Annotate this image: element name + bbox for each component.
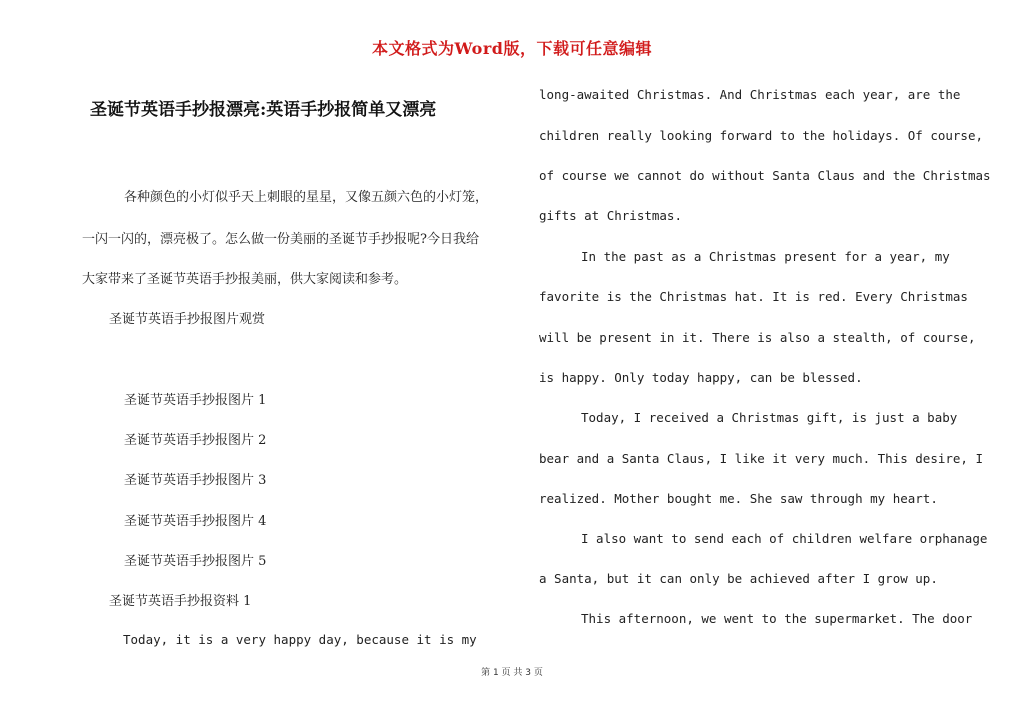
left-line-3: 大家带来了圣诞节英语手抄报美丽，供大家阅读和参考。 — [82, 272, 408, 287]
image-caption-3: 圣诞节英语手抄报图片 3 — [124, 473, 267, 488]
right-line-13: a Santa, but it can only be achieved after I grow up. — [539, 571, 938, 586]
left-line-1: 各种颜色的小灯似乎天上刺眼的星星，又像五颜六色的小灯笼， — [124, 190, 489, 205]
left-line-2: 一闪一闪的，漂亮极了。怎么做一份美丽的圣诞节手抄报呢?今日我给 — [82, 232, 479, 247]
right-line-5: In the past as a Christmas present for a year, my — [581, 249, 950, 264]
right-line-4: gifts at Christmas. — [539, 208, 682, 223]
image-caption-1: 圣诞节英语手抄报图片 1 — [124, 393, 267, 408]
right-line-6: favorite is the Christmas hat. It is red. Every Christmas — [539, 289, 968, 304]
image-caption-5: 圣诞节英语手抄报图片 5 — [124, 554, 267, 569]
right-line-14: This afternoon, we went to the supermarket. The door — [581, 611, 973, 626]
right-line-12: I also want to send each of children welfare orphanage — [581, 531, 988, 546]
right-line-9: Today, I received a Christmas gift, is just a baby — [581, 410, 958, 425]
right-line-8: is happy. Only today happy, can be blessed. — [539, 370, 863, 385]
right-line-3: of course we cannot do without Santa Claus and the Christmas — [539, 168, 991, 183]
right-line-7: will be present in it. There is also a stealth, of course, — [539, 330, 976, 345]
download-banner: 本文格式为Word版，下载可任意编辑 — [372, 39, 652, 58]
right-line-2: children really looking forward to the holidays. Of course, — [539, 128, 984, 143]
page-number: 第 1 页 共 3 页 — [481, 668, 543, 678]
document-title: 圣诞节英语手抄报漂亮:英语手抄报简单又漂亮 — [90, 100, 437, 120]
left-line-essay-start: Today, it is a very happy day, because it is my — [123, 632, 477, 647]
section-heading-material: 圣诞节英语手抄报资料 1 — [109, 594, 252, 609]
section-heading-gallery: 圣诞节英语手抄报图片观赏 — [109, 312, 266, 327]
right-line-11: realized. Mother bought me. She saw through my heart. — [539, 491, 938, 506]
right-line-1: long-awaited Christmas. And Christmas each year, are the — [539, 87, 961, 102]
image-caption-4: 圣诞节英语手抄报图片 4 — [124, 514, 267, 529]
image-caption-2: 圣诞节英语手抄报图片 2 — [124, 433, 267, 448]
right-line-10: bear and a Santa Claus, I like it very much. This desire, I — [539, 451, 984, 466]
